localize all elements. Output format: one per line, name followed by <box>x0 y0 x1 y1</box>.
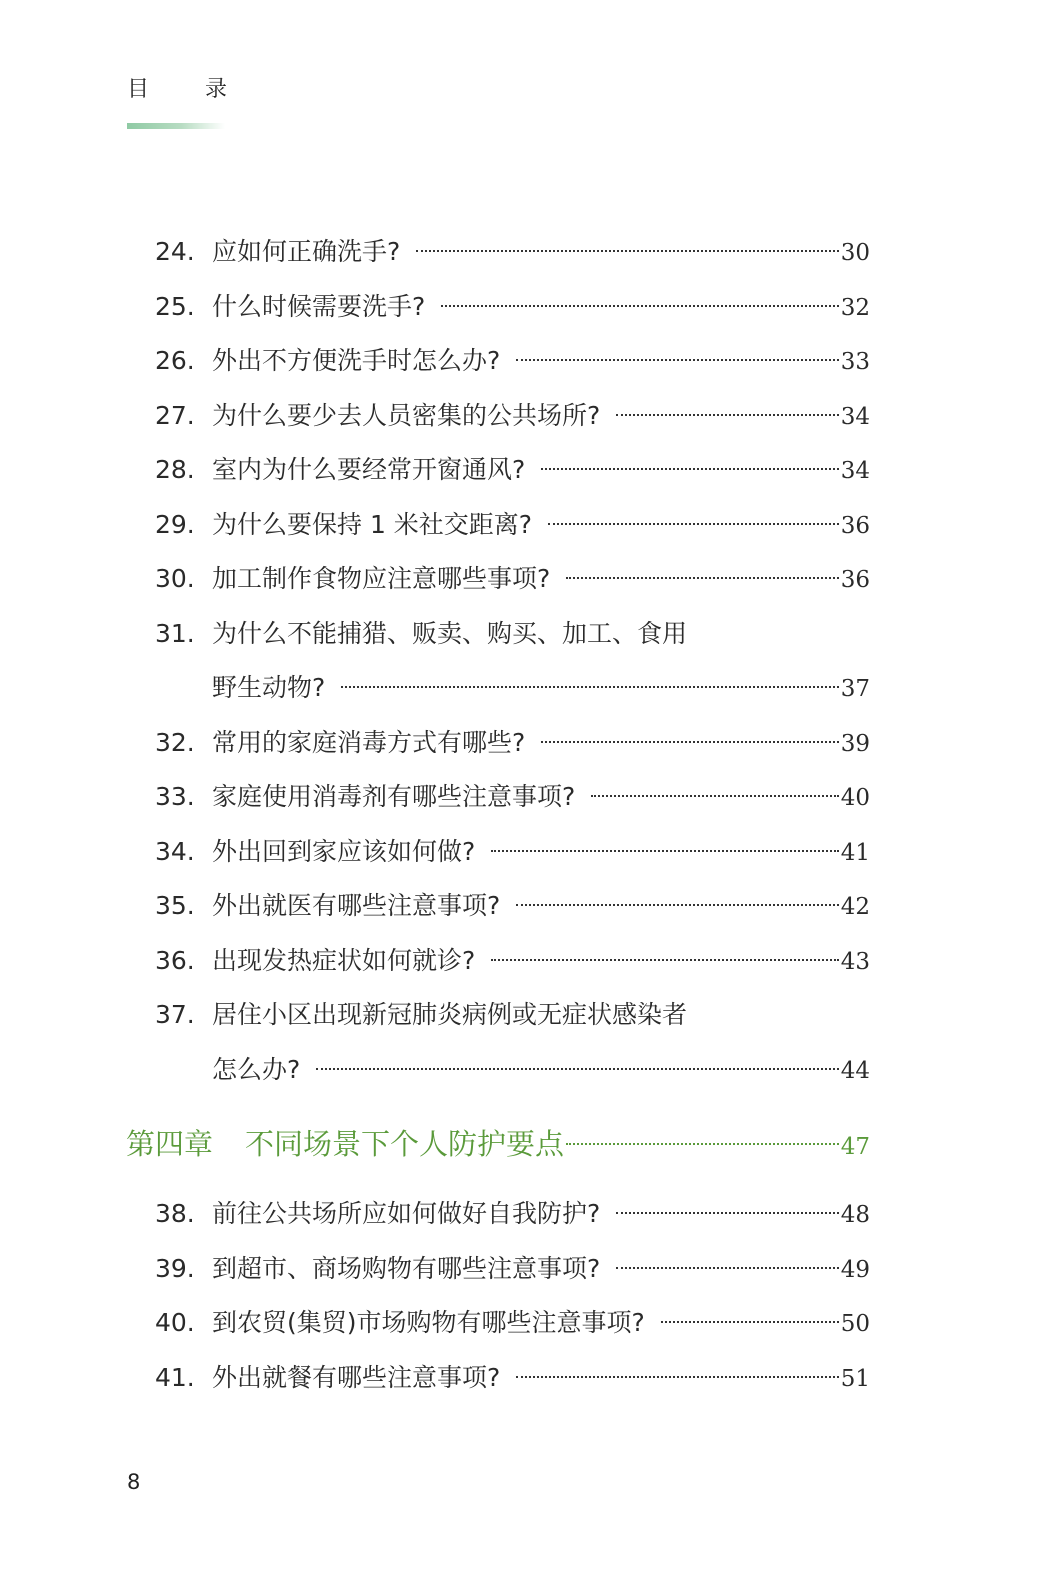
toc-entry[interactable] <box>155 559 870 614</box>
leader-dots <box>516 1376 838 1378</box>
entry-page: 34 <box>840 458 870 484</box>
toc-entry[interactable] <box>155 777 870 832</box>
leader-dots <box>616 1212 838 1214</box>
entry-page: 41 <box>840 839 870 866</box>
entry-title: 出现发热症状如何就诊? <box>212 945 476 975</box>
entry-page: 37 <box>840 676 870 702</box>
entry-number: 26. <box>155 346 195 375</box>
entry-page: 36 <box>840 567 870 593</box>
toc-entry[interactable] <box>155 886 870 941</box>
entry-title: 外出回到家应该如何做? <box>212 836 476 866</box>
entry-page: 33 <box>840 349 870 375</box>
toc-entry[interactable] <box>155 450 870 505</box>
entry-number: 28. <box>155 455 195 484</box>
entry-title: 前往公共场所应如何做好自我防护? <box>212 1199 601 1228</box>
toc-entry[interactable] <box>155 1303 870 1358</box>
entry-number: 31. <box>155 618 195 648</box>
chapter-title: 不同场景下个人防护要点 <box>245 1127 565 1161</box>
entry-title: 为什么不能捕猎、贩卖、购买、加工、食用 <box>212 618 688 648</box>
leader-dots <box>616 414 838 416</box>
entry-title: 到农贸(集贸)市场购物有哪些注意事项? <box>212 1308 645 1337</box>
toc-entry[interactable] <box>155 341 870 396</box>
toc-entry-continuation[interactable] <box>155 668 870 723</box>
entry-page: 39 <box>840 730 870 757</box>
title-char-1: 目 <box>127 77 150 102</box>
entry-number: 34. <box>155 836 195 866</box>
entry-title: 室内为什么要经常开窗通风? <box>212 455 526 484</box>
leader-dots <box>566 577 838 579</box>
leader-dots <box>541 468 838 470</box>
toc-entry[interactable] <box>155 232 870 287</box>
entry-title: 为什么要保持 1 米社交距离? <box>212 509 533 539</box>
entry-page: 43 <box>840 948 870 975</box>
entry-title: 常用的家庭消毒方式有哪些? <box>212 727 526 757</box>
entry-title: 加工制作食物应注意哪些事项? <box>212 564 551 593</box>
toc-entry[interactable] <box>155 995 870 1050</box>
entry-title: 家庭使用消毒剂有哪些注意事项? <box>212 782 576 811</box>
entry-number: 40. <box>155 1308 195 1337</box>
entry-page: 44 <box>840 1057 870 1084</box>
toc-entry[interactable] <box>155 723 870 778</box>
entry-page: 34 <box>840 403 870 430</box>
toc-entry[interactable] <box>155 287 870 342</box>
entry-title: 到超市、商场购物有哪些注意事项? <box>212 1253 601 1283</box>
page-header <box>127 72 227 103</box>
toc-entry[interactable] <box>155 505 870 560</box>
leader-dots <box>591 795 838 797</box>
entry-number: 33. <box>155 782 195 811</box>
entry-page: 42 <box>840 894 870 920</box>
toc-entry-continuation[interactable] <box>155 1050 870 1105</box>
page-number: 8 <box>127 1470 141 1494</box>
toc-entry[interactable] <box>155 832 870 887</box>
entry-title-continued: 怎么办? <box>212 1054 301 1084</box>
toc-entry[interactable] <box>155 1358 870 1413</box>
chapter-page: 47 <box>840 1134 870 1160</box>
entry-page: 30 <box>840 240 870 266</box>
entry-page: 36 <box>840 512 870 539</box>
entry-number: 38. <box>155 1199 195 1228</box>
entry-title-continued: 野生动物? <box>212 673 326 702</box>
toc-entry[interactable] <box>155 614 870 669</box>
leader-dots <box>541 741 838 743</box>
entry-page: 50 <box>840 1311 870 1337</box>
entry-number: 27. <box>155 400 195 430</box>
entry-number: 36. <box>155 945 195 975</box>
entry-number: 37. <box>155 1000 195 1029</box>
entry-number: 25. <box>155 291 195 321</box>
chapter-heading[interactable] <box>126 1122 870 1182</box>
entry-page: 51 <box>840 1365 870 1392</box>
chapter-label: 第四章 <box>126 1127 214 1161</box>
entry-page: 32 <box>840 294 870 321</box>
toc-entry[interactable] <box>155 1194 870 1249</box>
title-char-2: 录 <box>205 77 228 102</box>
table-of-contents <box>126 232 870 1412</box>
leader-dots <box>616 1267 838 1269</box>
entry-page: 49 <box>840 1256 870 1283</box>
leader-dots <box>441 305 838 307</box>
entry-title: 什么时候需要洗手? <box>212 291 426 321</box>
leader-dots <box>516 904 838 906</box>
entry-title: 外出就医有哪些注意事项? <box>212 891 501 920</box>
entry-title: 外出不方便洗手时怎么办? <box>212 346 501 375</box>
entry-title: 为什么要少去人员密集的公共场所? <box>212 400 601 430</box>
entry-number: 39. <box>155 1253 195 1283</box>
entry-title: 应如何正确洗手? <box>212 237 401 266</box>
leader-dots <box>491 850 838 852</box>
page-title <box>127 72 227 103</box>
leader-dots <box>661 1321 839 1323</box>
entry-page: 48 <box>840 1202 870 1228</box>
entry-number: 24. <box>155 237 195 266</box>
entry-number: 30. <box>155 564 195 593</box>
entry-number: 29. <box>155 509 195 539</box>
entry-title: 外出就餐有哪些注意事项? <box>212 1362 501 1392</box>
leader-dots <box>341 686 838 688</box>
entry-number: 35. <box>155 891 195 920</box>
leader-dots <box>491 959 838 961</box>
leader-dots <box>548 523 839 525</box>
entry-title: 居住小区出现新冠肺炎病例或无症状感染者 <box>212 1000 688 1029</box>
leader-dots <box>416 250 838 252</box>
toc-entry[interactable] <box>155 941 870 996</box>
entry-number: 41. <box>155 1362 195 1392</box>
title-underline-bar <box>127 123 225 129</box>
entry-number: 32. <box>155 727 195 757</box>
toc-entry[interactable] <box>155 1249 870 1304</box>
entry-page: 40 <box>840 785 870 811</box>
toc-entry[interactable] <box>155 396 870 451</box>
leader-dots <box>316 1068 838 1070</box>
leader-dots <box>516 359 838 361</box>
leader-dots <box>566 1143 839 1145</box>
